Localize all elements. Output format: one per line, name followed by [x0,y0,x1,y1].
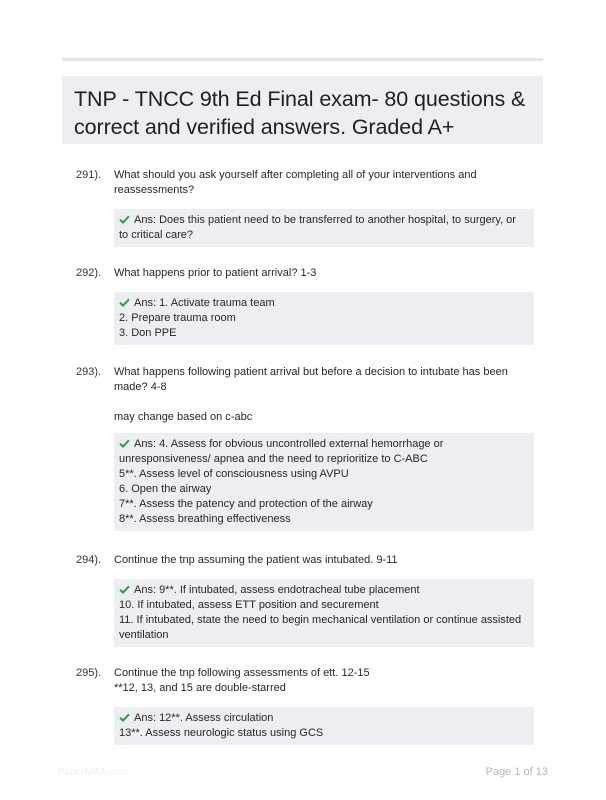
answer-line: Ans: 1. Activate trauma team [119,296,528,311]
question-text [114,365,539,425]
answer-line: Ans: Does this patient need to be transferred to another hospital, to surgery, or to critical care? [119,214,516,241]
question-line: Continue the tnp following assessments of ett. 12-15 [114,667,370,679]
answer-box [114,209,534,247]
question-number: 294). [76,554,102,566]
check-icon [119,713,130,722]
answer-line: 13**. Assess neurologic status using GCS [119,727,324,739]
question-line: Continue the tnp assuming the patient was intubated. 9-11 [114,554,398,566]
document-title: TNP - TNCC 9th Ed Final exam- 80 questions & correct and verified answers. Graded A+ [74,87,526,139]
question-line: What happens prior to patient arrival? 1-3 [114,267,317,279]
question-number: 295). [76,667,102,679]
question-number: 293). [76,366,102,378]
answer-line: 3. Don PPE [119,327,177,339]
top-divider [62,58,543,61]
answer-box [114,707,534,745]
question-text [114,553,539,568]
question-text [114,168,539,198]
question-note: may change based on c-abc [114,411,253,423]
answer-line: 8**. Assess breathing effectiveness [119,513,291,525]
check-icon [119,215,130,224]
question-line: What happens following patient arrival but before a decision to intubate has been made? 4-8 [114,366,508,393]
question-line: What should you ask yourself after completing all of your interventions and reassessments? [114,169,477,196]
check-icon [119,439,130,448]
answer-line: 6. Open the airway [119,483,212,495]
answer-line: 11. If intubated, state the need to begin mechanical ventilation or continue assisted ventilation [119,614,522,641]
question-number: 292). [76,267,102,279]
question-number: 291). [76,169,102,181]
footer-source: PaperMBA.com [58,767,129,778]
answer-box [114,579,534,647]
title-banner [62,76,543,144]
check-icon [119,298,130,307]
answer-box [114,433,534,531]
check-icon [119,585,130,594]
question-text [114,266,539,281]
question-note: **12, 13, and 15 are double-starred [114,682,286,694]
answer-line: Ans: 9**. If intubated, assess endotracheal tube placement [119,583,528,598]
answer-line: Ans: 12**. Assess circulation [119,711,528,726]
answer-line: 2. Prepare trauma room [119,312,236,324]
answer-line: 5**. Assess level of consciousness using AVPU [119,468,349,480]
question-text [114,666,539,696]
page-indicator: Page 1 of 13 [485,766,548,778]
answer-line: 10. If intubated, assess ETT position and securement [119,599,379,611]
answer-line: 7**. Assess the patency and protection of the airway [119,498,373,510]
answer-line: Ans: 4. Assess for obvious uncontrolled external hemorrhage or unresponsiveness/ apnea and the need to reprioritize to C-ABC [119,438,444,465]
answer-box [114,292,534,345]
